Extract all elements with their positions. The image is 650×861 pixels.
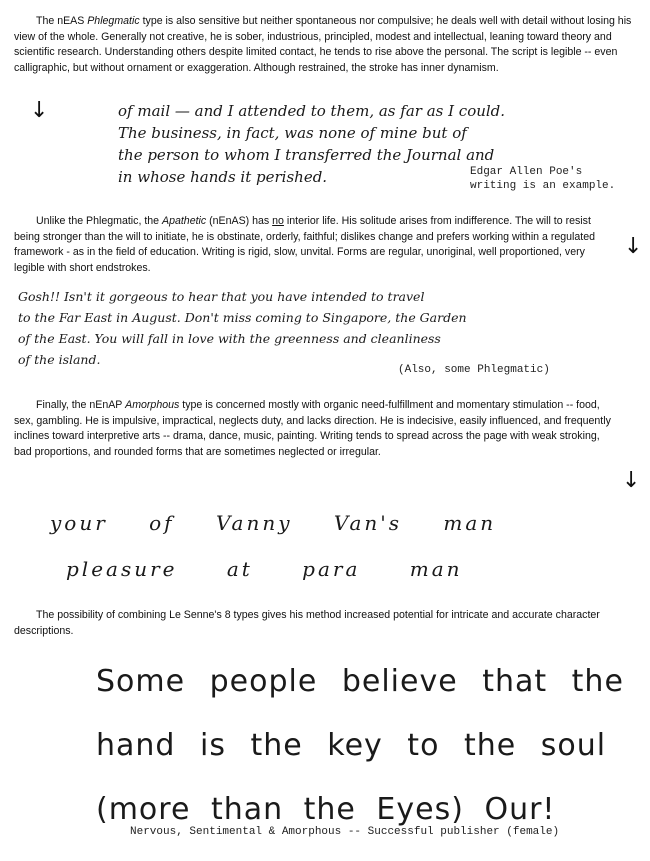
- caption-also-phlegmatic: (Also, some Phlegmatic): [398, 364, 550, 376]
- paragraph-apathetic: [14, 214, 614, 276]
- para1-body: type is also sensitive but neither spontaneous nor compulsive; he deals well with detail without losing his view of the whole. Generally not creative, he is sober, industrious, principled, modest and intellectual, leaning toward theory and scientific research. Understanding others despite limited contact, he tends to rise above the personal. The script is legible -- even calligraphic, but without ornament or exaggeration. Although restrained, the stroke has inner dynamism.: [14, 15, 632, 74]
- caption-line: writing is an example.: [470, 180, 616, 192]
- handwriting-line: hand is the key to the soul: [96, 728, 607, 763]
- para2-code: (nEnAS) has: [206, 215, 273, 227]
- type-name-phlegmatic: Phlegmatic: [87, 15, 140, 27]
- caption-line: Edgar Allen Poe's: [470, 166, 583, 178]
- handwriting-sample-publisher: [96, 650, 624, 842]
- caption-poe: [470, 165, 615, 193]
- handwriting-sample-poe: [118, 100, 505, 188]
- handwriting-line: the person to whom I transferred the Journal and: [118, 146, 495, 164]
- para1-lead: The nEAS: [36, 15, 88, 27]
- handwriting-line: Some people believe that the: [96, 664, 624, 699]
- handwriting-line: of the island.: [18, 352, 101, 367]
- para3-lead: Finally, the nEnAP: [36, 399, 126, 411]
- para3-body: type is concerned mostly with organic need-fulfillment and momentary stimulation -- food, sex, gambling. He is impulsive, impractical, neglects duty, and lacks direction. He is indecisive, easily influenced, and frequently inclines toward interpretive arts -- drama, dance, music, painting. Writing tends to spread across the page with weak stroking, bad proportions, and rounded forms that are sometimes neglected or irregular.: [14, 399, 611, 458]
- handwriting-line: of the East. You will fall in love with the greenness and cleanliness: [18, 331, 441, 346]
- paragraph-combining-types: [14, 608, 624, 639]
- para4-body: The possibility of combining Le Senne's 8 types gives his method increased potential for intricate and accurate character descriptions.: [14, 609, 600, 637]
- para2-body: interior life. His solitude arises from indifference. The will to resist being stronger than the will to initiate, he is obstinate, orderly, faithful; dislikes change and prefers working within a regulated framework - as in the field of education. Writing is rigid, slow, unvital. Forms are regular, unoriginal, well proportioned, very legible with short endstrokes.: [14, 215, 596, 274]
- arrow-down-icon: ↓: [622, 468, 641, 493]
- arrow-down-icon: ↓: [624, 234, 643, 259]
- para2-lead: Unlike the Phlegmatic, the: [36, 215, 163, 227]
- handwriting-line: of mail — and I attended to them, as far as I could.: [118, 102, 506, 120]
- handwriting-line: pleasure at para man: [66, 557, 463, 581]
- handwriting-line: Gosh!! Isn't it gorgeous to hear that you have intended to travel: [18, 289, 425, 304]
- handwriting-line: in whose hands it perished.: [118, 168, 328, 186]
- para2-emphasis: no: [272, 215, 284, 227]
- paragraph-phlegmatic: [14, 14, 636, 76]
- type-name-amorphous: Amorphous: [125, 399, 180, 411]
- type-name-apathetic: Apathetic: [162, 215, 207, 227]
- handwriting-sample-apathetic: [18, 286, 467, 370]
- handwriting-sample-amorphous: [50, 500, 496, 592]
- handwriting-line: your of Vanny Van's man: [50, 511, 497, 535]
- handwriting-line: to the Far East in August. Don't miss coming to Singapore, the Garden: [18, 310, 467, 325]
- caption-publisher: Nervous, Sentimental & Amorphous -- Successful publisher (female): [130, 826, 560, 838]
- handwriting-line: The business, in fact, was none of mine but of: [118, 124, 467, 142]
- arrow-down-icon: ↓: [30, 98, 49, 123]
- paragraph-amorphous: [14, 398, 614, 460]
- handwriting-line: (more than the Eyes) Our!: [96, 792, 556, 827]
